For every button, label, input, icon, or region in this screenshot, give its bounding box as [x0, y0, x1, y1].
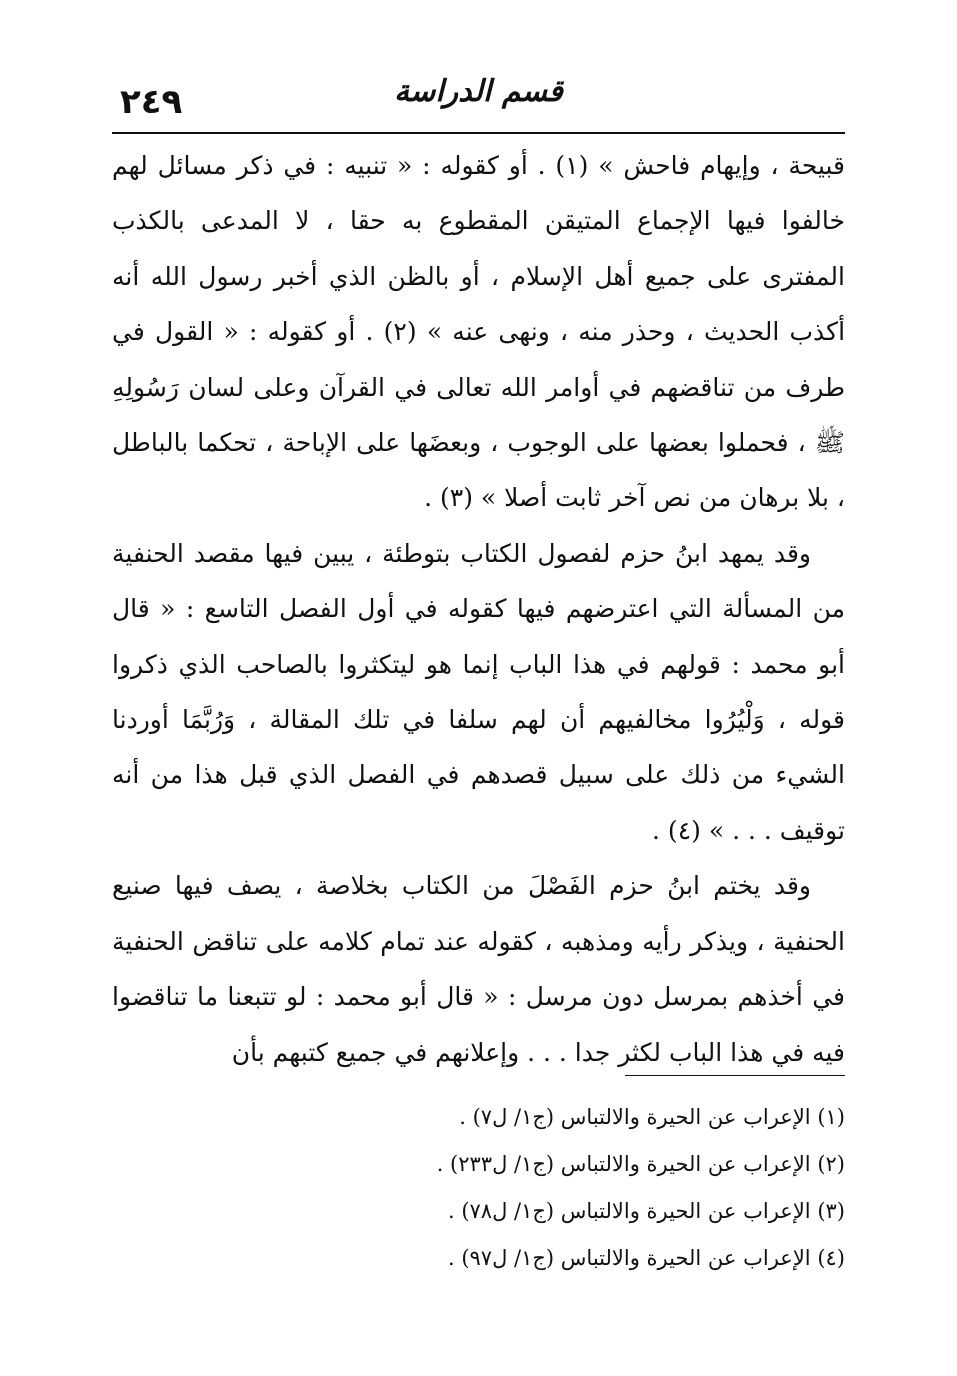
page-header [112, 70, 845, 130]
paragraph-1: قبيحة ، وإيهام فاحش » (١) . أو كقوله : « تنبيه : في ذكر مسائل لهم خالفوا فيها الإجماع المتيقن المقطوع به حقا ، لا المدعى بالكذب المفترى على جميع أهل الإسلام ، أو بالظن الذي أخبر رسول الله أنه أكذب الحديث ، وحذر منه ، ونهى عنه » (٢) . أو كقوله : « القول في طرف من تناقضهم في أوامر الله تعالى في القرآن وعلى لسان رَسُولِهِ ﷺ ، فحملوا بعضها على الوجوب ، وبعضَها على الإباحة ، تحكما بالباطل ، بلا برهان من نص آخر ثابت أصلا » (٣) . [112, 151, 846, 513]
footnote-divider [625, 1075, 845, 1076]
footnote-4: (٤) الإعراب عن الحيرة والالتباس (ج١/ ل٩٧) . [447, 1246, 845, 1270]
header-divider [112, 132, 845, 134]
section-title: قسم الدراسة [394, 74, 563, 109]
page-number: ٢٤٩ [120, 82, 183, 122]
paragraph-3: وقد يختم ابنُ حزم الفَصْلَ من الكتاب بخلاصة ، يصف فيها صنيع الحنفية ، ويذكر رأيه ومذهبه ، كقوله عند تمام كلامه على تناقض الحنفية في أخذهم بمرسل دون مرسل : « قال أبو محمد : لو تتبعنا ما تناقضوا فيه في هذا الباب لكثر جدا . . . وإعلانهم في جميع كتبهم بأن [112, 871, 845, 1067]
footnote-1: (١) الإعراب عن الحيرة والالتباس (ج١/ ل٧) . [459, 1105, 845, 1129]
footnotes [112, 1094, 845, 1282]
footnote-2: (٢) الإعراب عن الحيرة والالتباس (ج١/ ل٢٣٣) . [436, 1152, 845, 1176]
main-text [112, 138, 845, 1080]
footnote-3: (٣) الإعراب عن الحيرة والالتباس (ج١/ ل٧٨) . [447, 1199, 845, 1223]
paragraph-2: وقد يمهد ابنُ حزم لفصول الكتاب بتوطئة ، يبين فيها مقصد الحنفية من المسألة التي اعترضهم فيها كقوله في أول الفصل التاسع : « قال أبو محمد : قولهم في هذا الباب إنما هو ليتكثروا بالصاحب الذي ذكروا قوله ، وَلْيُرُوا مخالفيهم أن لهم سلفا في تلك المقالة ، وَرُبَّمَا أوردنا الشيء من ذلك على سبيل قصدهم في الفصل الذي قبل هذا من أنه توقيف . . . » (٤) . [112, 538, 845, 845]
